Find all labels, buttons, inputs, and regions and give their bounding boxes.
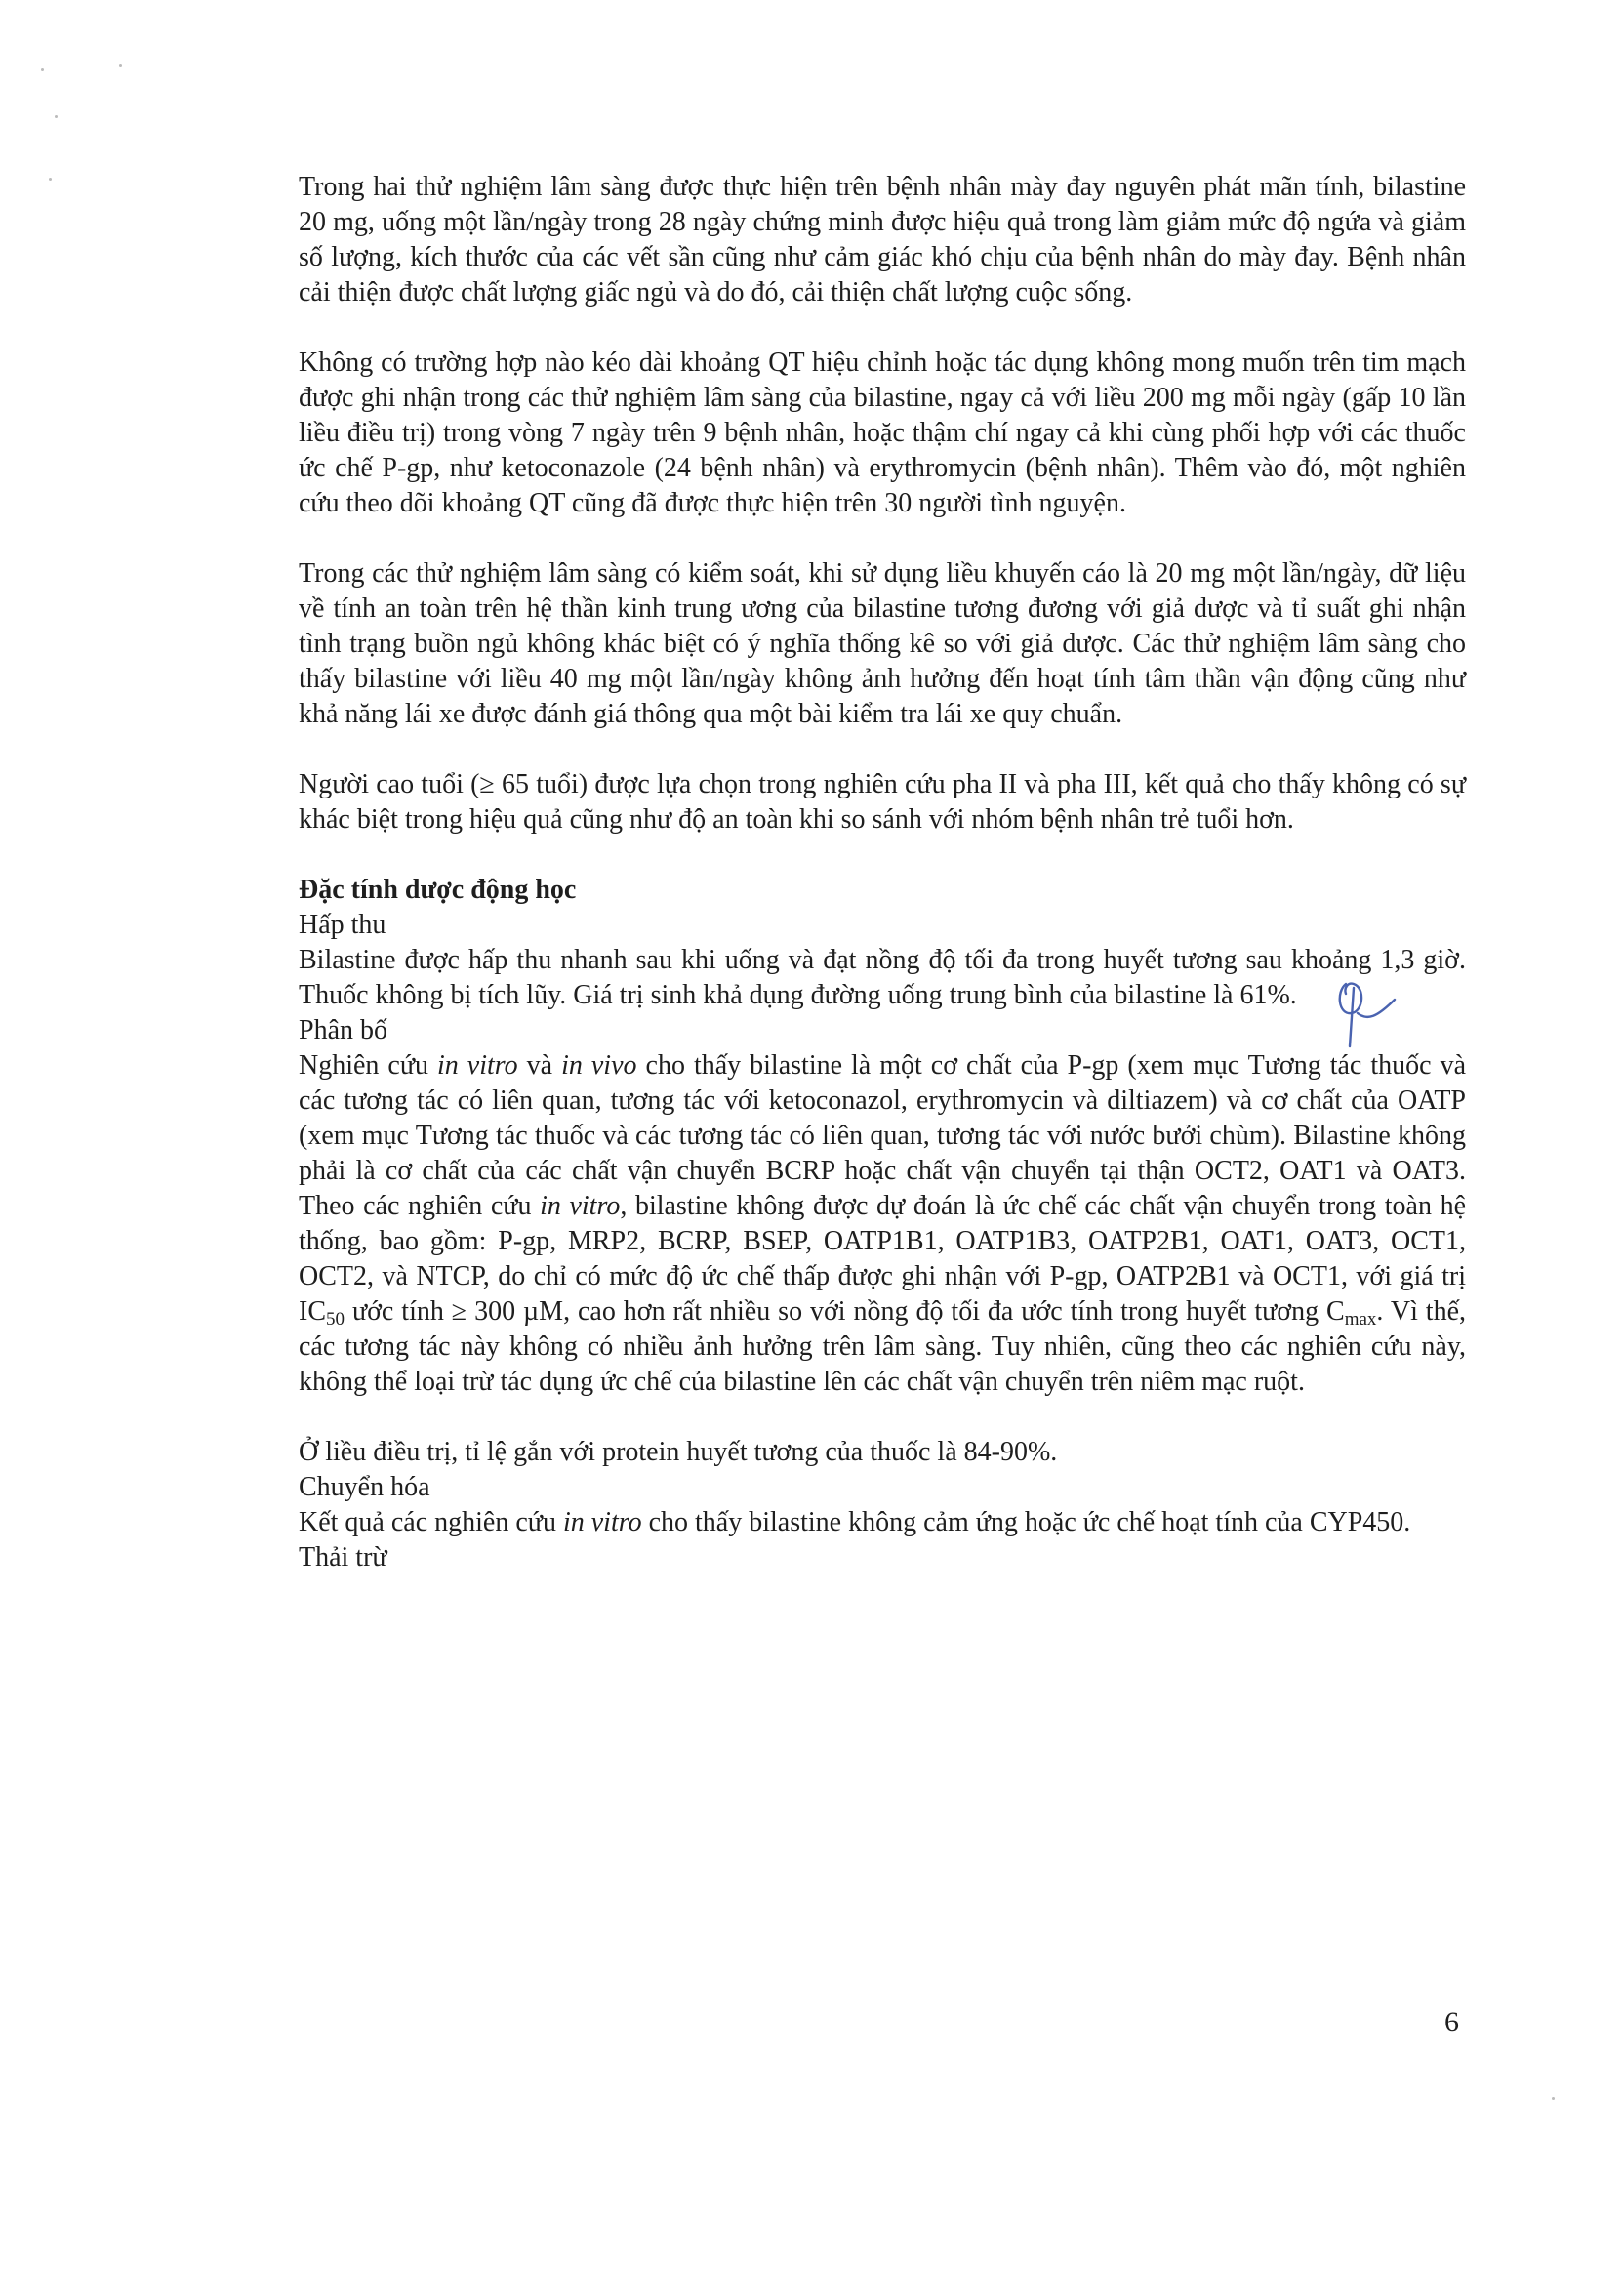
paragraph-qt-interval: Không có trường hợp nào kéo dài khoảng QT hiệu chỉnh hoặc tác dụng không mong muốn trên tim mạch được ghi nhận trong các thử nghiệm lâm sàng của bilastine, ngay cả với liều 200 mg mỗi ngày (gấp 10 lần liều điều trị) trong vòng 7 ngày trên 9 bệnh nhân, hoặc thậm chí ngay cả khi cùng phối hợp với các thuốc ức chế P-gp, như ketoconazole (24 bệnh nhân) và erythromycin (bệnh nhân). Thêm vào đó, một nghiên cứu theo dõi khoảng QT cũng đã được thực hiện trên 30 người tình nguyện. bbox=[299, 348, 1466, 518]
subheading-elimination: Thải trừ bbox=[299, 1542, 387, 1573]
paragraph-protein-binding: Ở liều điều trị, tỉ lệ gắn với protein huyết tương của thuốc là 84-90%. bbox=[299, 1437, 1058, 1467]
subheading-distribution: Phân bố bbox=[299, 1015, 387, 1045]
document-body bbox=[299, 170, 1466, 1575]
scan-speck bbox=[41, 68, 44, 71]
page-number: 6 bbox=[1444, 2006, 1459, 2038]
paragraph-absorption: Bilastine được hấp thu nhanh sau khi uống và đạt nồng độ tối đa trong huyết tương sau khoảng 1,3 giờ. Thuốc không bị tích lũy. Giá trị sinh khả dụng đường uống trung bình của bilastine là 61%. bbox=[299, 945, 1466, 1010]
paragraph-distribution: Nghiên cứu in vitro và in vivo cho thấy bilastine là một cơ chất của P-gp (xem mục Tương tác thuốc và các tương tác có liên quan, tương tác với ketoconazol, erythromycin và diltiazem) và cơ chất của OATP (xem mục Tương tác thuốc và các tương tác có liên quan, tương tác với nước bưởi chùm). Bilastine không phải là cơ chất của các chất vận chuyển BCRP hoặc chất vận chuyển tại thận OCT2, OAT1 và OAT3. Theo các nghiên cứu in vitro, bilastine không được dự đoán là ức chế các chất vận chuyển trong toàn hệ thống, bao gồm: P-gp, MRP2, BCRP, BSEP, OATP1B1, OATP1B3, OATP2B1, OAT1, OAT3, OCT1, OCT2, và NTCP, do chỉ có mức độ ức chế thấp được ghi nhận với P-gp, OATP2B1 và OCT1, với giá trị $IC_{50}$ ước tính ≥ 300 µM, cao hơn rất nhiều so với nồng độ tối đa ước tính trong huyết tương $C_{max}$. Vì thế, các tương tác này không có nhiều ảnh hưởng trên lâm sàng. Tuy nhiên, cũng theo các nghiên cứu này, không thể loại trừ tác dụng ức chế của bilastine lên các chất vận chuyển trên niêm mạc ruột. bbox=[299, 1050, 1467, 1397]
scan-speck bbox=[55, 115, 58, 118]
paragraph-urticaria: Trong hai thử nghiệm lâm sàng được thực hiện trên bệnh nhân mày đay nguyên phát mãn tính, bilastine 20 mg, uống một lần/ngày trong 28 ngày chứng minh được hiệu quả trong làm giảm mức độ ngứa và giảm số lượng, kích thước của các vết sần cũng như cảm giác khó chịu của bệnh nhân do mày đay. Bệnh nhân cải thiện được chất lượng giấc ngủ và do đó, cải thiện chất lượng cuộc sống. bbox=[299, 172, 1466, 307]
scan-speck bbox=[49, 178, 52, 181]
subheading-metabolism: Chuyển hóa bbox=[299, 1472, 430, 1502]
scan-speck bbox=[119, 64, 122, 67]
subheading-absorption: Hấp thu bbox=[299, 910, 386, 940]
paragraph-cns-safety: Trong các thử nghiệm lâm sàng có kiểm soát, khi sử dụng liều khuyến cáo là 20 mg một lần/ngày, dữ liệu về tính an toàn trên hệ thần kinh trung ương của bilastine tương đương với giả dược và tỉ suất ghi nhận tình trạng buồn ngủ không khác biệt có ý nghĩa thống kê so với giả dược. Các thử nghiệm lâm sàng cho thấy bilastine với liều 40 mg một lần/ngày không ảnh hưởng đến hoạt tính tâm thần vận động cũng như khả năng lái xe được đánh giá thông qua một bài kiểm tra lái xe quy chuẩn. bbox=[299, 558, 1466, 729]
scan-speck bbox=[1552, 2097, 1555, 2100]
section-heading-pharmacokinetics: Đặc tính dược động học bbox=[299, 875, 577, 905]
paragraph-elderly: Người cao tuổi (≥ 65 tuổi) được lựa chọn trong nghiên cứu pha II và pha III, kết quả cho thấy không có sự khác biệt trong hiệu quả cũng như độ an toàn khi so sánh với nhóm bệnh nhân trẻ tuổi hơn. bbox=[299, 769, 1466, 835]
handwritten-initials-icon bbox=[1332, 978, 1401, 1052]
paragraph-metabolism: Kết quả các nghiên cứu in vitro cho thấy bilastine không cảm ứng hoặc ức chế hoạt tính của CYP450. bbox=[299, 1507, 1411, 1537]
